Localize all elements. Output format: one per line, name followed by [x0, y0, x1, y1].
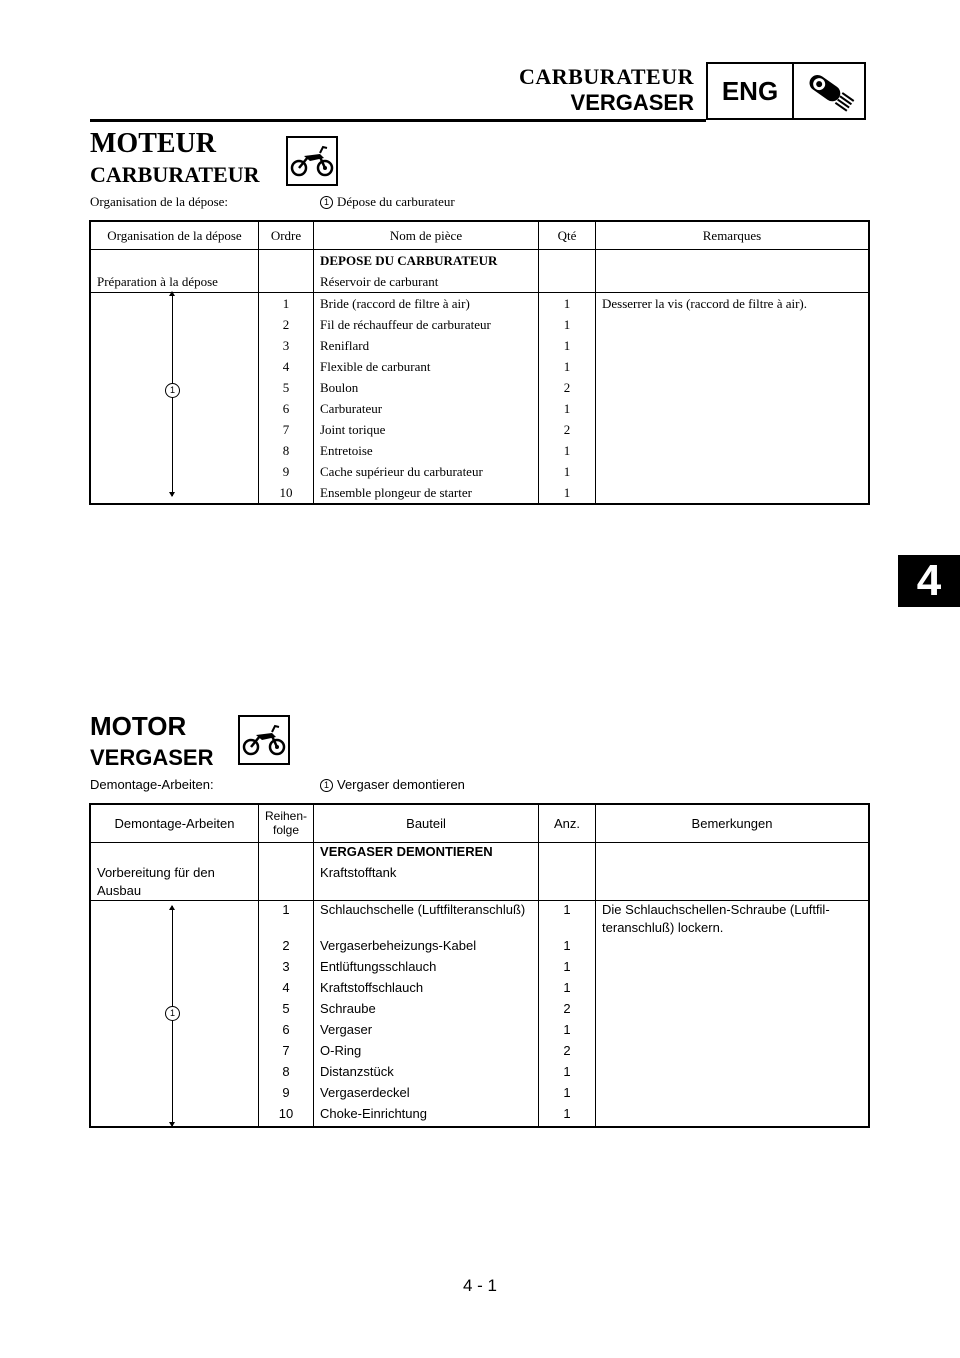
removal-step-cell	[90, 461, 259, 482]
quantity-cell: 2	[539, 419, 596, 440]
order-cell: 10	[259, 1105, 314, 1127]
intro-step-de	[320, 777, 465, 792]
motorcycle-icon	[238, 715, 290, 765]
order-cell: 3	[259, 335, 314, 356]
subsection-title-fr: CARBURATEUR	[90, 162, 260, 187]
col-header: Bauteil	[314, 804, 539, 842]
quantity-cell: 1	[539, 979, 596, 1000]
table-row	[90, 271, 869, 293]
header-rule	[90, 119, 706, 122]
removal-step-cell	[90, 419, 259, 440]
quantity-cell: 2	[539, 1000, 596, 1021]
quantity-cell: 1	[539, 461, 596, 482]
table-row	[90, 958, 869, 979]
table-row	[90, 1084, 869, 1105]
order-cell: 10	[259, 482, 314, 504]
table-header	[90, 804, 869, 842]
order-cell: 2	[259, 314, 314, 335]
intro-text-de: Vergaser demontieren	[337, 777, 465, 792]
quantity-cell: 1	[539, 1021, 596, 1042]
motorcycle-icon	[286, 136, 338, 186]
quantity-cell: 1	[539, 900, 596, 937]
part-name-cell: Kraftstoffschlauch	[314, 979, 539, 1000]
quantity-cell: 1	[539, 293, 596, 315]
group-title: DEPOSE DU CARBURATEUR	[314, 250, 539, 272]
col-header: Ordre	[259, 221, 314, 250]
order-cell: 1	[259, 293, 314, 315]
order-cell: 2	[259, 937, 314, 958]
group-title: VERGASER DEMONTIEREN	[314, 842, 539, 864]
table-row	[90, 377, 869, 398]
prep-part: Réservoir de carburant	[314, 271, 539, 293]
table-header	[90, 221, 869, 250]
order-cell: 3	[259, 958, 314, 979]
part-name-cell: Joint torique	[314, 419, 539, 440]
part-name-cell: Choke-Einrichtung	[314, 1105, 539, 1127]
order-cell: 8	[259, 440, 314, 461]
table-row	[90, 482, 869, 504]
remarks-cell	[596, 1042, 870, 1063]
remarks-cell	[596, 314, 870, 335]
removal-step-cell	[90, 440, 259, 461]
remarks-cell	[596, 1084, 870, 1105]
table-row	[90, 842, 869, 864]
quantity-cell: 1	[539, 314, 596, 335]
remarks-cell	[596, 1105, 870, 1127]
prep-label: Vorbereitung für den Ausbau	[90, 864, 259, 901]
section-title-fr: MOTEUR	[90, 128, 216, 159]
order-cell: 1	[259, 900, 314, 937]
col-header: Reihen-folge	[259, 804, 314, 842]
remarks-cell	[596, 335, 870, 356]
step-number: 1	[320, 196, 333, 209]
part-name-cell: Boulon	[314, 377, 539, 398]
removal-step-cell	[90, 1021, 259, 1042]
quantity-cell: 1	[539, 440, 596, 461]
table-row	[90, 440, 869, 461]
quantity-cell: 1	[539, 398, 596, 419]
chapter-badge	[706, 62, 866, 120]
quantity-cell: 2	[539, 377, 596, 398]
table-row	[90, 314, 869, 335]
remarks-cell	[596, 398, 870, 419]
table-row	[90, 1105, 869, 1127]
table-row	[90, 1042, 869, 1063]
chapter-side-tab: 4	[898, 555, 960, 607]
removal-step-cell	[90, 979, 259, 1000]
remarks-cell	[596, 440, 870, 461]
table-row	[90, 979, 869, 1000]
table-row	[90, 419, 869, 440]
prep-part: Kraftstofftank	[314, 864, 539, 901]
quantity-cell: 1	[539, 1084, 596, 1105]
quantity-cell: 1	[539, 1105, 596, 1127]
bracket-number: 1	[165, 383, 180, 398]
quantity-cell: 1	[539, 356, 596, 377]
remarks-cell	[596, 1000, 870, 1021]
removal-step-cell	[90, 314, 259, 335]
remarks-cell: Die Schlauchschellen-Schraube (Luftfil-teranschluß) lockern.	[596, 900, 870, 937]
part-name-cell: Flexible de carburant	[314, 356, 539, 377]
bracket-number: 1	[165, 1006, 180, 1021]
part-name-cell: Vergaser	[314, 1021, 539, 1042]
removal-step-cell	[90, 398, 259, 419]
table-row	[90, 1021, 869, 1042]
order-cell: 7	[259, 1042, 314, 1063]
remarks-cell	[596, 482, 870, 504]
step-number: 1	[320, 779, 333, 792]
quantity-cell: 1	[539, 482, 596, 504]
quantity-cell: 1	[539, 937, 596, 958]
col-header: Nom de pièce	[314, 221, 539, 250]
remarks-cell	[596, 461, 870, 482]
part-name-cell: Entretoise	[314, 440, 539, 461]
remarks-cell	[596, 419, 870, 440]
table-row	[90, 1000, 869, 1021]
intro-label-de: Demontage-Arbeiten:	[90, 777, 214, 792]
quantity-cell: 1	[539, 958, 596, 979]
intro-label-fr: Organisation de la dépose:	[90, 194, 229, 209]
order-cell: 5	[259, 377, 314, 398]
col-header: Remarques	[596, 221, 870, 250]
part-name-cell: Entlüftungsschlauch	[314, 958, 539, 979]
quantity-cell: 1	[539, 335, 596, 356]
col-header: Bemerkungen	[596, 804, 870, 842]
remarks-cell	[596, 958, 870, 979]
order-cell: 6	[259, 398, 314, 419]
remarks-cell: Desserrer la vis (raccord de filtre à air).	[596, 293, 870, 315]
intro-step-fr	[320, 194, 455, 210]
chapter-code: ENG	[708, 64, 794, 118]
order-cell: 9	[259, 461, 314, 482]
part-name-cell: Vergaserdeckel	[314, 1084, 539, 1105]
col-header: Anz.	[539, 804, 596, 842]
quantity-cell: 2	[539, 1042, 596, 1063]
order-cell: 4	[259, 356, 314, 377]
order-cell: 5	[259, 1000, 314, 1021]
part-name-cell: Schraube	[314, 1000, 539, 1021]
section-title-de: MOTOR	[90, 711, 187, 741]
header-title-de: VERGASER	[570, 90, 694, 115]
table-row	[90, 293, 869, 315]
part-name-cell: Reniflard	[314, 335, 539, 356]
order-cell: 7	[259, 419, 314, 440]
part-name-cell: Cache supérieur du carburateur	[314, 461, 539, 482]
removal-step-cell	[90, 1084, 259, 1105]
order-cell: 4	[259, 979, 314, 1000]
table-row	[90, 250, 869, 272]
bolt-wrench-icon	[794, 64, 864, 118]
table-row	[90, 864, 869, 901]
remarks-cell	[596, 377, 870, 398]
remarks-cell	[596, 1063, 870, 1084]
order-cell: 8	[259, 1063, 314, 1084]
table-row	[90, 398, 869, 419]
removal-step-cell	[90, 937, 259, 958]
removal-step-cell	[90, 958, 259, 979]
prep-label: Préparation à la dépose	[90, 271, 259, 293]
removal-step-cell	[90, 335, 259, 356]
intro-text-fr: Dépose du carburateur	[337, 194, 455, 209]
col-header: Organisation de la dépose	[90, 221, 259, 250]
table-row	[90, 1063, 869, 1084]
part-name-cell: Ensemble plongeur de starter	[314, 482, 539, 504]
remarks-cell	[596, 1021, 870, 1042]
order-cell: 6	[259, 1021, 314, 1042]
table-row	[90, 937, 869, 958]
page-number: 4 - 1	[462, 1276, 498, 1295]
quantity-cell: 1	[539, 1063, 596, 1084]
part-name-cell: Fil de réchauffeur de carburateur	[314, 314, 539, 335]
remarks-cell	[596, 979, 870, 1000]
col-header: Demontage-Arbeiten	[90, 804, 259, 842]
order-cell: 9	[259, 1084, 314, 1105]
remarks-cell	[596, 356, 870, 377]
table-row	[90, 356, 869, 377]
part-name-cell: Distanzstück	[314, 1063, 539, 1084]
header-title-fr: CARBURATEUR	[519, 64, 694, 89]
removal-step-cell	[90, 356, 259, 377]
col-header: Qté	[539, 221, 596, 250]
part-name-cell: O-Ring	[314, 1042, 539, 1063]
removal-step-cell	[90, 1042, 259, 1063]
remarks-cell	[596, 937, 870, 958]
part-name-cell: Vergaserbeheizungs-Kabel	[314, 937, 539, 958]
part-name-cell: Carburateur	[314, 398, 539, 419]
subsection-title-de: VERGASER	[90, 745, 214, 770]
removal-table-de	[89, 803, 870, 1128]
part-name-cell: Schlauchschelle (Luftfilteranschluß)	[314, 900, 539, 937]
table-row	[90, 900, 869, 937]
table-row	[90, 335, 869, 356]
removal-step-cell	[90, 1063, 259, 1084]
removal-table-fr	[89, 220, 870, 505]
part-name-cell: Bride (raccord de filtre à air)	[314, 293, 539, 315]
table-row	[90, 461, 869, 482]
